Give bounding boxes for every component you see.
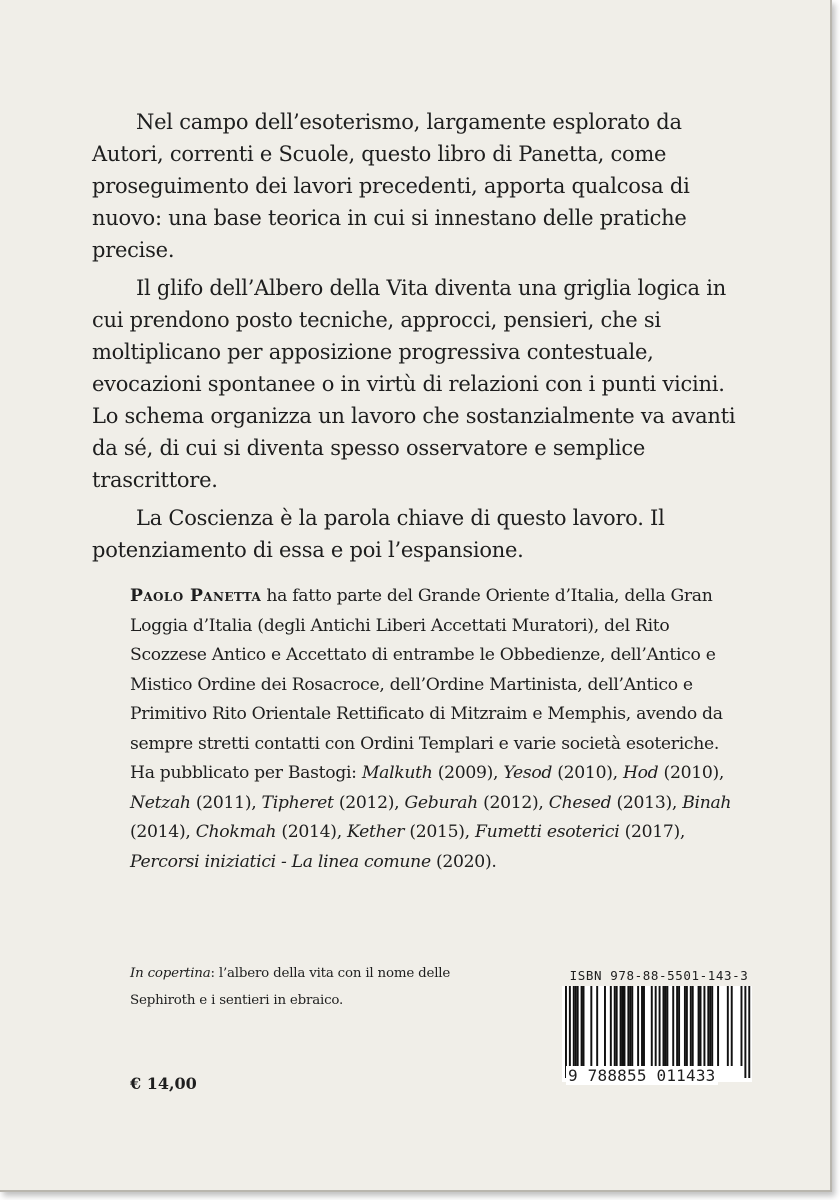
publication-year: (2009), <box>432 763 504 783</box>
cover-blurb <box>92 106 738 572</box>
barcode-bar <box>620 986 622 1066</box>
barcode-bar <box>641 986 643 1066</box>
publication-title: Chokmah <box>195 822 277 842</box>
publication-title: Kether <box>347 822 405 842</box>
publication-title: Tipheret <box>261 792 334 813</box>
isbn-label: ISBN 978-88-5501-143-3 <box>569 968 749 983</box>
bio-paragraph <box>130 582 748 759</box>
barcode-bar <box>676 986 678 1066</box>
barcode-bar <box>631 986 633 1066</box>
barcode-bar <box>577 986 579 1066</box>
barcode-bar <box>703 986 705 1066</box>
barcode-bar <box>741 986 743 1066</box>
publications-paragraph <box>130 759 748 877</box>
barcode-bar <box>583 986 585 1066</box>
barcode-bar <box>731 986 733 1066</box>
publication-year: (2014), <box>276 822 348 842</box>
publication-year: (2011), <box>190 792 262 813</box>
barcode-bar <box>690 986 692 1066</box>
barcode-bar <box>686 986 688 1066</box>
bio-text: ha fatto parte del Grande Oriente d’Italia, della Gran Loggia d’Italia (degli Antichi Liberi Accettati Muratori), del Rito Scozzese Antico e Accettato di entrambe le Obbedienze, dell’Antico e Mistico Ordine dei Rosacroce, dell’Ordine Martinista, dell’Antico e Primitivo Rito Orientale Rettificato di Mitzraim e Memphis, avendo da sempre stretti contatti con Ordini Templari e varie società esoteriche. <box>130 586 723 754</box>
publication-year: (2012), <box>333 792 405 813</box>
barcode-bar <box>709 986 711 1066</box>
barcode-bar <box>604 986 606 1066</box>
barcode-bar <box>629 986 631 1066</box>
price-label: € 14,00 <box>130 1074 197 1093</box>
publication-year: (2015), <box>404 822 475 842</box>
barcode-bar <box>655 986 657 1078</box>
barcode-bar <box>748 986 750 1078</box>
publication-title: Binah <box>682 792 732 813</box>
barcode-bar <box>727 986 729 1066</box>
barcode-bar <box>684 986 686 1066</box>
publication-title: Chesed <box>548 792 612 813</box>
barcode-bar <box>565 986 567 1078</box>
publication-year: (2014), <box>130 822 196 842</box>
barcode-bar <box>596 986 598 1066</box>
barcode-bar <box>659 986 661 1078</box>
barcode-bar <box>700 986 702 1066</box>
publication-title: Yesod <box>503 763 553 783</box>
publication-title: Netzah <box>130 792 191 813</box>
barcode-bar <box>637 986 639 1066</box>
barcode-bar <box>698 986 700 1066</box>
publication-year: (2020). <box>430 851 497 872</box>
publication-title: Malkuth <box>361 763 433 783</box>
barcode-bar <box>569 986 571 1078</box>
publication-title: Hod <box>622 763 659 783</box>
barcode-bar <box>663 986 665 1066</box>
publication-title: Geburah <box>404 792 478 813</box>
barcode-bar <box>678 986 680 1066</box>
publication-year: (2017), <box>619 822 686 842</box>
barcode-bar <box>651 986 653 1066</box>
barcode-bar <box>666 986 668 1066</box>
barcode-bar <box>672 986 674 1066</box>
barcode-bar <box>581 986 583 1066</box>
blurb-paragraph-3: La Coscienza è la parola chiave di questo lavoro. Il potenziamento di essa e poi l’espansione. <box>92 506 665 562</box>
barcode-bar <box>717 986 719 1066</box>
barcode-bar <box>627 986 629 1066</box>
barcode-bar <box>590 986 592 1066</box>
barcode-bar <box>664 986 666 1066</box>
author-name: Paolo Panetta <box>130 586 262 606</box>
barcode-bar <box>744 986 746 1078</box>
barcode-bar <box>622 986 624 1066</box>
cover-credit-text: : l’albero della vita con il nome delle Sephiroth e i sentieri in ebraico. <box>130 966 451 1008</box>
publication-year: (2013), <box>611 792 683 813</box>
publication-title: Fumetti esoterici <box>475 822 620 842</box>
barcode-bar <box>711 986 713 1066</box>
cover-credit-label: In copertina <box>130 966 211 981</box>
barcode-bar <box>575 986 577 1066</box>
barcode-bar <box>624 986 626 1066</box>
blurb-paragraph-1: Nel campo dell’esoterismo, largamente esplorato da Autori, correnti e Scuole, questo libro di Panetta, come proseguimento dei lavori precedenti, apporta qualcosa di nuovo: una base teorica in cui si innestano delle pratiche precise. <box>92 110 690 262</box>
publication-title: Percorsi iniziatici - La linea comune <box>130 851 431 872</box>
barcode-bar <box>616 986 618 1066</box>
barcode-bar <box>614 986 616 1066</box>
barcode-bar <box>707 986 709 1066</box>
publication-year: (2012), <box>477 792 549 813</box>
author-bio <box>130 582 748 877</box>
barcode-bar <box>643 986 645 1066</box>
barcode-bar <box>692 986 694 1066</box>
cover-credit-note <box>130 960 470 1014</box>
barcode-digits: 9 788855 011433 <box>568 1066 716 1085</box>
publication-year: (2010), <box>658 763 725 783</box>
publications-intro: Ha pubblicato per Bastogi: <box>130 763 362 783</box>
barcode-bar <box>573 986 575 1066</box>
publication-year: (2010), <box>552 763 623 783</box>
barcode-bar <box>610 986 612 1066</box>
blurb-paragraph-2: Il glifo dell’Albero della Vita diventa una griglia logica in cui prendono posto tecniche, approcci, pensieri, che si moltiplicano per apposizione progressiva contestuale, evocazioni spontanee o in virtù di relazioni con i punti vicini. Lo schema organizza un lavoro che sostanzialmente va avanti da sé, di cui si diventa spesso osservatore e semplice trascrittore. <box>92 276 736 492</box>
